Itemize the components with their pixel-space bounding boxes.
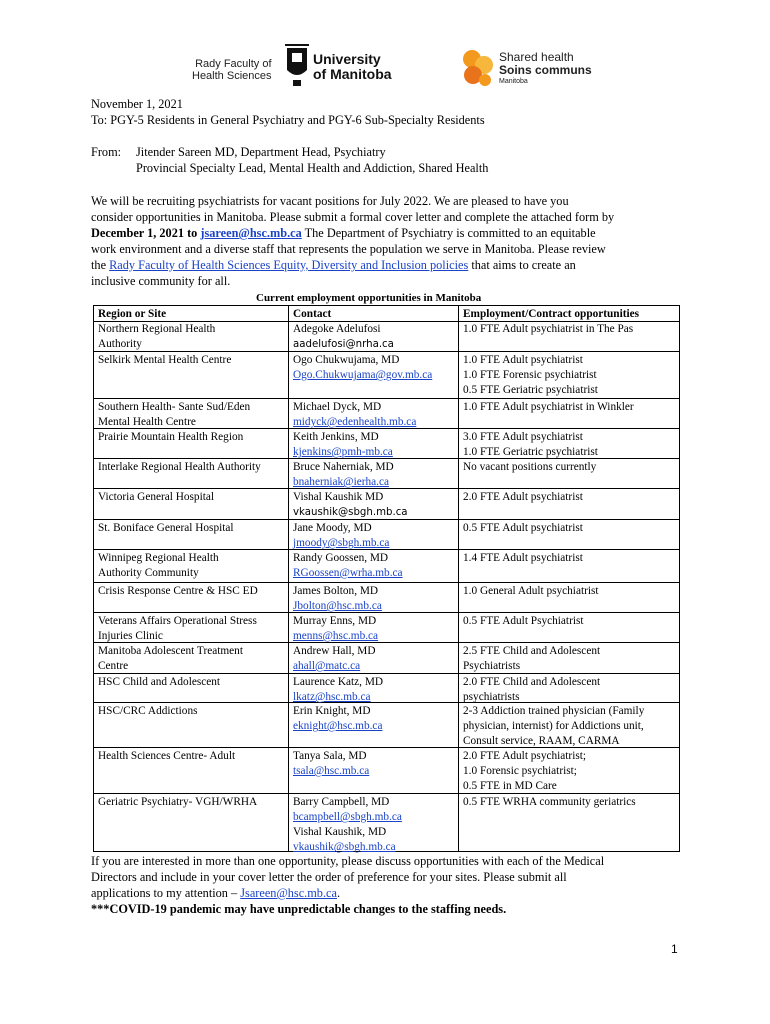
sh-logo-line3: Manitoba (499, 78, 528, 85)
site-cell (98, 521, 234, 536)
opportunity-line: Psychiatrists (463, 660, 521, 672)
table-column-rule (679, 305, 680, 851)
contact-name: Vishal Kaushik, MD (293, 826, 387, 838)
from-line-2: Provincial Specialty Lead, Mental Health and Addiction, Shared Health (136, 161, 489, 175)
opportunities-cell (463, 584, 599, 599)
intro-line-1: We will be recruiting psychiatrists for vacant positions for July 2022. We are pleased to have you (91, 194, 569, 208)
rady-faculty-logo (192, 58, 272, 82)
intro-paragraph (91, 193, 691, 289)
site-name-line: Prairie Mountain Health Region (98, 431, 244, 443)
site-name-line: Southern Health- Sante Sud/Eden (98, 401, 251, 413)
opportunity-line: 1.4 FTE Adult psychiatrist (463, 552, 583, 564)
contact-name: Adegoke Adelufosi (293, 323, 381, 335)
closing-line-3-post: . (336, 886, 341, 900)
contact-cell (293, 430, 393, 460)
column-header: Employment/Contract opportunities (463, 308, 640, 320)
contact-cell (293, 675, 383, 705)
contact-email[interactable]: RGoossen@wrha.mb.ca (293, 567, 403, 579)
site-name-line: Victoria General Hospital (98, 491, 215, 503)
site-cell (98, 675, 220, 690)
opportunities-cell (463, 490, 583, 505)
from-line-1: Jitender Sareen MD, Department Head, Psychiatry (136, 145, 386, 159)
contact-name: Michael Dyck, MD (293, 401, 382, 413)
opportunity-line: 0.5 FTE Geriatric psychiatrist (463, 384, 598, 396)
contact-cell (293, 490, 408, 520)
uofm-logo-line2: of Manitoba (313, 66, 392, 82)
site-name-line: HSC/CRC Addictions (98, 705, 198, 717)
contact-name: Ogo Chukwujama, MD (293, 354, 400, 366)
table-row-rule (93, 793, 680, 794)
uofm-shield-icon (284, 44, 310, 88)
opportunities-cell (463, 460, 596, 475)
site-name-line: Veterans Affairs Operational Stress (98, 615, 257, 627)
contact-name: Andrew Hall, MD (293, 645, 376, 657)
contact-cell (293, 644, 376, 674)
contact-name: Tanya Sala, MD (293, 750, 367, 762)
table-row-rule (93, 398, 680, 399)
opportunities-cell (463, 322, 633, 337)
opportunity-line: 0.5 FTE in MD Care (463, 780, 557, 792)
sh-logo-line1: Shared health (499, 50, 574, 64)
site-name-line: Crisis Response Centre & HSC ED (98, 585, 258, 597)
intro-line-3 (91, 225, 691, 241)
table-column-rule (93, 305, 94, 851)
intro-line-5-pre: the (91, 258, 110, 272)
site-name-line: Mental Health Centre (98, 416, 196, 428)
contact-email[interactable]: vkaushik@sbgh.mb.ca (293, 841, 396, 853)
opportunity-line: 2.0 FTE Child and Adolescent (463, 676, 601, 688)
opportunity-line: psychiatrists (463, 691, 520, 703)
site-cell (98, 353, 231, 368)
site-cell (98, 795, 257, 810)
opportunity-line: physician, internist) for Addictions unit, (463, 720, 644, 732)
contact-cell (293, 749, 369, 779)
contact-cell (293, 460, 394, 490)
contact-name: Erin Knight, MD (293, 705, 371, 717)
contact-email[interactable]: tsala@hsc.mb.ca (293, 765, 370, 777)
opportunity-line: Consult service, RAAM, CARMA (463, 735, 620, 747)
site-cell (98, 584, 258, 599)
opportunities-cell (463, 675, 600, 705)
site-name-line: Authority Community (98, 567, 199, 579)
uofm-logo (313, 52, 392, 82)
site-cell (98, 460, 261, 475)
contact-email[interactable]: bnaherniak@ierha.ca (293, 476, 390, 488)
intro-line-3-rest: The Department of Psychiatry is committed to an equitable (301, 226, 596, 240)
contact-email[interactable]: ahall@matc.ca (293, 660, 361, 672)
opportunities-cell (463, 614, 584, 629)
opportunity-line: 2.0 FTE Adult psychiatrist (463, 491, 583, 503)
contact-name: Barry Campbell, MD (293, 796, 390, 808)
contact-email[interactable]: midyck@edenhealth.mb.ca (293, 416, 417, 428)
site-name-line: Manitoba Adolescent Treatment (98, 645, 243, 657)
opportunity-line: 2.0 FTE Adult psychiatrist; (463, 750, 587, 762)
shared-health-logo (499, 51, 592, 87)
opportunity-line: 2-3 Addiction trained physician (Family (463, 705, 645, 717)
closing-line-2: Directors and include in your cover letter the order of preference for your sites. Please submit all (91, 870, 567, 884)
opportunity-line: 1.0 FTE Geriatric psychiatrist (463, 446, 598, 458)
contact-cell (293, 400, 416, 430)
opportunity-line: 1.0 Forensic psychiatrist; (463, 765, 577, 777)
contact-cell (293, 322, 394, 352)
column-header: Region or Site (98, 308, 167, 320)
opportunities-cell (463, 521, 583, 536)
closing-line-3-pre: applications to my attention – (91, 886, 241, 900)
intro-line-5-rest: that aims to create an (468, 258, 576, 272)
site-name-line: Interlake Regional Health Authority (98, 461, 261, 473)
page-number: 1 (671, 942, 678, 956)
opportunity-line: 1.0 FTE Adult psychiatrist in The Pas (463, 323, 634, 335)
opportunity-line: 1.0 FTE Forensic psychiatrist (463, 369, 597, 381)
site-name-line: Winnipeg Regional Health (98, 552, 219, 564)
site-cell (98, 614, 257, 644)
contact-email[interactable]: Jbolton@hsc.mb.ca (293, 600, 382, 612)
site-name-line: Centre (98, 660, 129, 672)
site-cell (98, 322, 215, 352)
contact-name: James Bolton, MD (293, 585, 379, 597)
site-name-line: Northern Regional Health (98, 323, 216, 335)
site-cell (98, 551, 219, 581)
contact-cell (293, 704, 382, 734)
contact-email[interactable]: lkatz@hsc.mb.ca (293, 691, 371, 703)
site-cell (98, 644, 243, 674)
table-column-rule (458, 305, 459, 851)
contact-email[interactable]: bcampbell@sbgh.mb.ca (293, 811, 402, 823)
table-row-rule (93, 582, 680, 583)
site-cell (98, 704, 198, 719)
contact-email[interactable]: aadelufosi@nrha.ca (293, 339, 394, 350)
opportunity-line: 0.5 FTE Adult Psychiatrist (463, 615, 584, 627)
submission-email-link[interactable]: jsareen@hsc.mb.ca (200, 226, 302, 240)
contact-cell (293, 353, 432, 383)
table-column-rule (288, 305, 289, 851)
deadline-text: December 1, 2021 to (91, 226, 201, 240)
intro-line-2: consider opportunities in Manitoba. Please submit a formal cover letter and complete the attached form by (91, 210, 615, 224)
contact-name: Randy Goossen, MD (293, 552, 389, 564)
sh-logo-line2: Soins communs (499, 63, 592, 77)
contact-name: Keith Jenkins, MD (293, 431, 379, 443)
site-name-line: Selkirk Mental Health Centre (98, 354, 232, 366)
contact-email[interactable]: jmoody@sbgh.mb.ca (293, 537, 390, 549)
opportunities-cell (463, 400, 634, 415)
opportunity-line: 3.0 FTE Adult psychiatrist (463, 431, 583, 443)
rady-logo-line1: Rady Faculty of (195, 58, 272, 70)
contact-cell (293, 584, 382, 614)
intro-line-6: inclusive community for all. (91, 274, 231, 288)
column-header: Contact (293, 308, 332, 320)
shared-health-mark-icon (460, 48, 496, 88)
covid-notice: ***COVID-19 pandemic may have unpredictable changes to the staffing needs. (91, 902, 507, 916)
contact-email[interactable]: Ogo.Chukwujama@gov.mb.ca (293, 369, 433, 381)
contact-name: Jane Moody, MD (293, 522, 372, 534)
contact-cell (293, 614, 378, 644)
letter-recipients: To: PGY-5 Residents in General Psychiatry and PGY-6 Sub-Specialty Residents (91, 113, 485, 127)
site-name-line: Health Sciences Centre- Adult (98, 750, 236, 762)
site-name-line: Injuries Clinic (98, 630, 163, 642)
opportunity-line: 2.5 FTE Child and Adolescent (463, 645, 601, 657)
opportunity-line: 1.0 FTE Adult psychiatrist (463, 354, 583, 366)
site-name-line: Authority (98, 338, 142, 350)
opportunities-cell (463, 644, 600, 674)
closing-line-1: If you are interested in more than one opportunity, please discuss opportunities with each of the Medical (91, 854, 605, 868)
site-cell (98, 430, 243, 445)
contact-cell (293, 551, 403, 581)
opportunity-line: 1.0 FTE Adult psychiatrist in Winkler (463, 401, 634, 413)
contact-name: Vishal Kaushik MD (293, 491, 384, 503)
opportunities-cell (463, 353, 598, 398)
edi-policies-link[interactable]: Rady Faculty of Health Sciences Equity, Diversity and Inclusion policies (109, 258, 469, 272)
opportunities-cell (463, 704, 644, 749)
site-name-line: HSC Child and Adolescent (98, 676, 221, 688)
opportunity-line: 0.5 FTE Adult psychiatrist (463, 522, 583, 534)
intro-line-4: work environment and a diverse staff that represents the population we serve in Manitoba. Please review (91, 242, 606, 256)
closing-line-3 (91, 885, 340, 901)
opportunities-cell (463, 551, 583, 566)
uofm-logo-line1: University (313, 51, 381, 67)
opportunities-cell (463, 430, 598, 460)
rady-logo-line2: Health Sciences (192, 70, 272, 82)
opportunity-line: 1.0 General Adult psychiatrist (463, 585, 599, 597)
contact-name: Murray Enns, MD (293, 615, 377, 627)
opportunities-cell (463, 795, 636, 810)
contact-email[interactable]: kjenkins@pmh-mb.ca (293, 446, 393, 458)
site-name-line: St. Boniface General Hospital (98, 522, 234, 534)
table-row-rule (93, 305, 680, 306)
contact-email[interactable]: vkaushik@sbgh.mb.ca (293, 507, 408, 518)
opportunities-cell (463, 749, 586, 794)
table-row-rule (93, 612, 680, 613)
from-label: From: (91, 145, 122, 159)
closing-email-link[interactable]: Jsareen@hsc.mb.ca (240, 886, 337, 900)
table-title: Current employment opportunities in Manitoba (256, 292, 482, 304)
intro-line-5 (91, 257, 691, 273)
site-cell (98, 749, 235, 764)
contact-cell (293, 521, 389, 551)
contact-email[interactable]: menns@hsc.mb.ca (293, 630, 379, 642)
contact-cell (293, 795, 402, 855)
opportunity-line: No vacant positions currently (463, 461, 597, 473)
letter-date: November 1, 2021 (91, 97, 183, 111)
contact-name: Bruce Naherniak, MD (293, 461, 394, 473)
contact-email[interactable]: eknight@hsc.mb.ca (293, 720, 383, 732)
site-cell (98, 400, 250, 430)
contact-name: Laurence Katz, MD (293, 676, 384, 688)
site-cell (98, 490, 214, 505)
opportunity-line: 0.5 FTE WRHA community geriatrics (463, 796, 636, 808)
site-name-line: Geriatric Psychiatry- VGH/WRHA (98, 796, 258, 808)
